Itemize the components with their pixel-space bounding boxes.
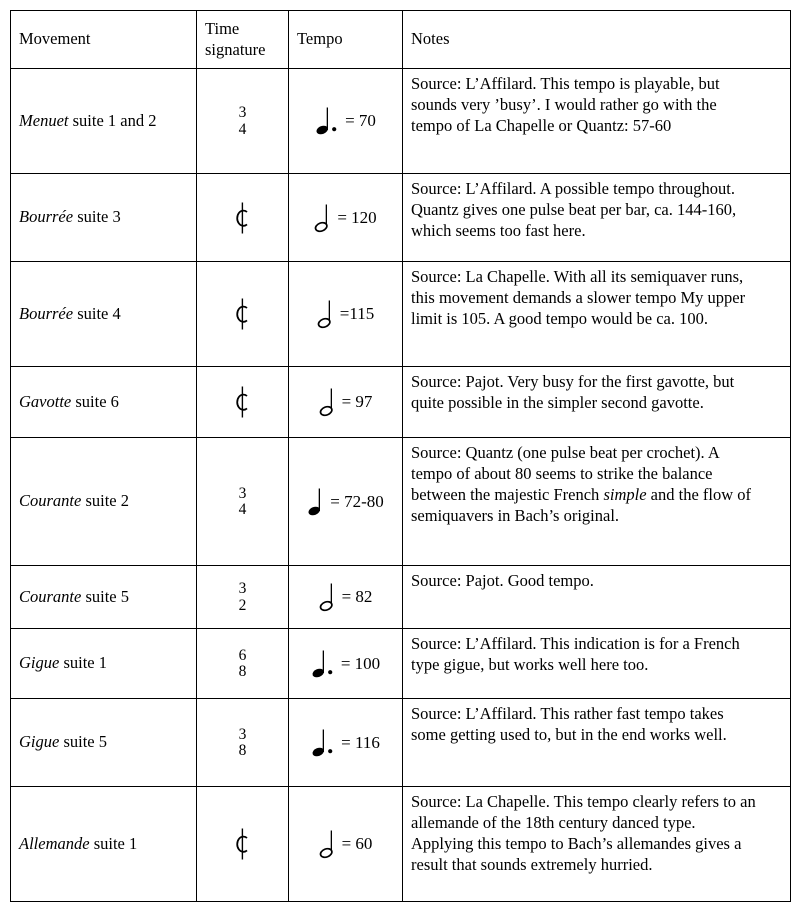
time-signature-denominator: 8 (238, 663, 247, 680)
notes-italic-text: simple (603, 484, 647, 504)
half-note-icon (319, 582, 335, 612)
notes-cell (403, 566, 791, 629)
movement-cell (11, 438, 197, 566)
half-note-icon (317, 299, 333, 329)
time-signature-numerator: 6 (238, 646, 247, 664)
table-row (11, 699, 791, 787)
table-row (11, 787, 791, 902)
quarter-note-icon (307, 487, 323, 517)
movement-italic-text: Allemande (19, 833, 90, 853)
movement-cell (11, 787, 197, 902)
tempo-value: = 116 (341, 732, 380, 752)
tempo-indication (291, 582, 400, 612)
notes-text: and the flow of semiquavers in Bach’s original. (411, 484, 752, 525)
time-signature-cell (197, 367, 289, 438)
tempo-cell (289, 438, 403, 566)
time-signature-numerator: 3 (238, 580, 247, 598)
cut-time-icon (234, 385, 251, 419)
table-row (11, 629, 791, 699)
tempo-cell (289, 787, 403, 902)
tempo-cell (289, 69, 403, 174)
time-signature-cell (197, 69, 289, 174)
movement-italic-text: Courante (19, 491, 82, 511)
time-signature-fraction (239, 581, 247, 613)
movement-italic-text: Bourrée (19, 207, 74, 227)
notes-cell (403, 262, 791, 367)
tempo-indication (291, 106, 400, 136)
tempo-value: = 97 (341, 392, 373, 411)
time-signature-denominator: 4 (238, 501, 247, 518)
time-signature-fraction (239, 486, 247, 518)
movement-text: suite 3 (73, 207, 121, 227)
tempo-cell (289, 262, 403, 367)
tempo-indication (291, 487, 400, 517)
cut-time-icon (234, 201, 251, 235)
dotted-quarter-note-icon (311, 728, 334, 758)
time-signature-fraction (239, 727, 247, 759)
tempo-indication (291, 829, 400, 859)
notes-text: Source: L’Affilard. This indication is for a French type gigue, but works well here too. (411, 634, 740, 674)
table-row (11, 262, 791, 367)
movement-cell (11, 629, 197, 699)
column-header-movement: Movement (11, 11, 197, 69)
half-note-icon (319, 829, 335, 859)
movement-text: suite 1 and 2 (68, 110, 157, 130)
time-signature-cell (197, 629, 289, 699)
notes-text: Source: La Chapelle. With all its semiquaver runs, this movement demands a slower tempo My upper limit is 105. A good tempo would be ca. 100. (411, 267, 746, 328)
movement-italic-text: Gigue (19, 732, 60, 752)
tempo-value: =115 (339, 304, 375, 323)
table-row (11, 174, 791, 262)
tempo-indication (291, 299, 400, 329)
time-signature-cell (197, 438, 289, 566)
time-signature-fraction (239, 105, 247, 137)
tempo-indication (291, 728, 400, 758)
movement-cell (11, 69, 197, 174)
movement-text: suite 1 (59, 653, 107, 673)
movement-text: suite 2 (81, 491, 130, 511)
tempo-cell (289, 699, 403, 787)
notes-text: Source: Quantz (one pulse beat per crochet). A tempo of about 80 seems to strike the balance between the majestic French (411, 443, 719, 504)
notes-cell (403, 699, 791, 787)
tempo-value: = 82 (341, 587, 373, 606)
movement-cell (11, 699, 197, 787)
movement-italic-text: Menuet (19, 110, 69, 130)
time-signature-cell (197, 262, 289, 367)
tempo-value: = 120 (337, 207, 377, 227)
half-note-icon (319, 387, 335, 417)
notes-text: Source: Pajot. Good tempo. (411, 571, 594, 590)
time-signature-numerator: 3 (238, 104, 247, 122)
tempo-value: = 100 (340, 653, 381, 673)
tempo-value: = 72-80 (330, 491, 384, 511)
movement-italic-text: Courante (19, 586, 82, 606)
movement-text: suite 5 (59, 732, 107, 752)
notes-cell (403, 629, 791, 699)
tempo-cell (289, 629, 403, 699)
movement-text: suite 6 (71, 391, 119, 411)
movement-text: suite 5 (81, 586, 130, 606)
time-signature-cell (197, 566, 289, 629)
dotted-quarter-note-icon (315, 106, 338, 136)
table-row (11, 566, 791, 629)
column-header-tempo: Tempo (289, 11, 403, 69)
cut-time-icon (234, 297, 251, 331)
notes-text: Source: L’Affilard. A possible tempo throughout. Quantz gives one pulse beat per bar, ca. 144-160, which seems too fast here. (411, 179, 737, 240)
tempo-indication (291, 387, 400, 417)
time-signature-cell (197, 787, 289, 902)
time-signature-cell (197, 699, 289, 787)
notes-cell (403, 174, 791, 262)
time-signature-denominator: 4 (238, 120, 247, 138)
table-row (11, 69, 791, 174)
movement-cell (11, 174, 197, 262)
time-signature-denominator: 2 (238, 596, 247, 614)
time-signature-cell (197, 174, 289, 262)
notes-cell (403, 69, 791, 174)
tempo-indication (291, 203, 400, 233)
tempo-cell (289, 367, 403, 438)
time-signature-denominator: 8 (238, 742, 247, 759)
time-signature-numerator: 3 (238, 484, 247, 502)
table-row (11, 438, 791, 566)
table-row (11, 367, 791, 438)
notes-cell (403, 367, 791, 438)
movement-text: suite 4 (73, 303, 121, 323)
tempo-value: = 70 (345, 111, 376, 130)
dotted-quarter-note-icon (311, 649, 334, 679)
cut-time-icon (234, 827, 251, 861)
time-signature-fraction (239, 648, 247, 680)
tempo-cell (289, 174, 403, 262)
half-note-icon (314, 203, 330, 233)
time-signature-numerator: 3 (238, 725, 247, 743)
notes-cell (403, 438, 791, 566)
column-header-time-signature: Time signature (197, 11, 289, 69)
notes-text: Source: Pajot. Very busy for the first gavotte, but quite possible in the simpler second gavotte. (411, 372, 735, 412)
header-row (11, 11, 791, 69)
notes-text: Source: La Chapelle. This tempo clearly refers to an allemande of the 18th century danced type. Applying this tempo to Bach’s allemandes gives a result that sounds extremely hurried. (411, 792, 756, 874)
movement-cell (11, 367, 197, 438)
column-header-notes: Notes (403, 11, 791, 69)
tempo-indication (291, 649, 400, 679)
movement-italic-text: Bourrée (19, 303, 74, 323)
table-header (11, 11, 791, 69)
movement-italic-text: Gavotte (19, 391, 72, 411)
tempo-cell (289, 566, 403, 629)
tempo-table (10, 10, 791, 902)
movement-italic-text: Gigue (19, 653, 60, 673)
table-body (11, 69, 791, 902)
notes-cell (403, 787, 791, 902)
movement-cell (11, 566, 197, 629)
notes-text: Source: L’Affilard. This tempo is playable, but sounds very ’busy’. I would rather go with the tempo of La Chapelle or Quantz: 57-60 (411, 74, 720, 135)
notes-text: Source: L’Affilard. This rather fast tempo takes some getting used to, but in the end works well. (411, 704, 727, 744)
movement-text: suite 1 (89, 833, 138, 853)
tempo-value: = 60 (341, 834, 373, 853)
movement-cell (11, 262, 197, 367)
